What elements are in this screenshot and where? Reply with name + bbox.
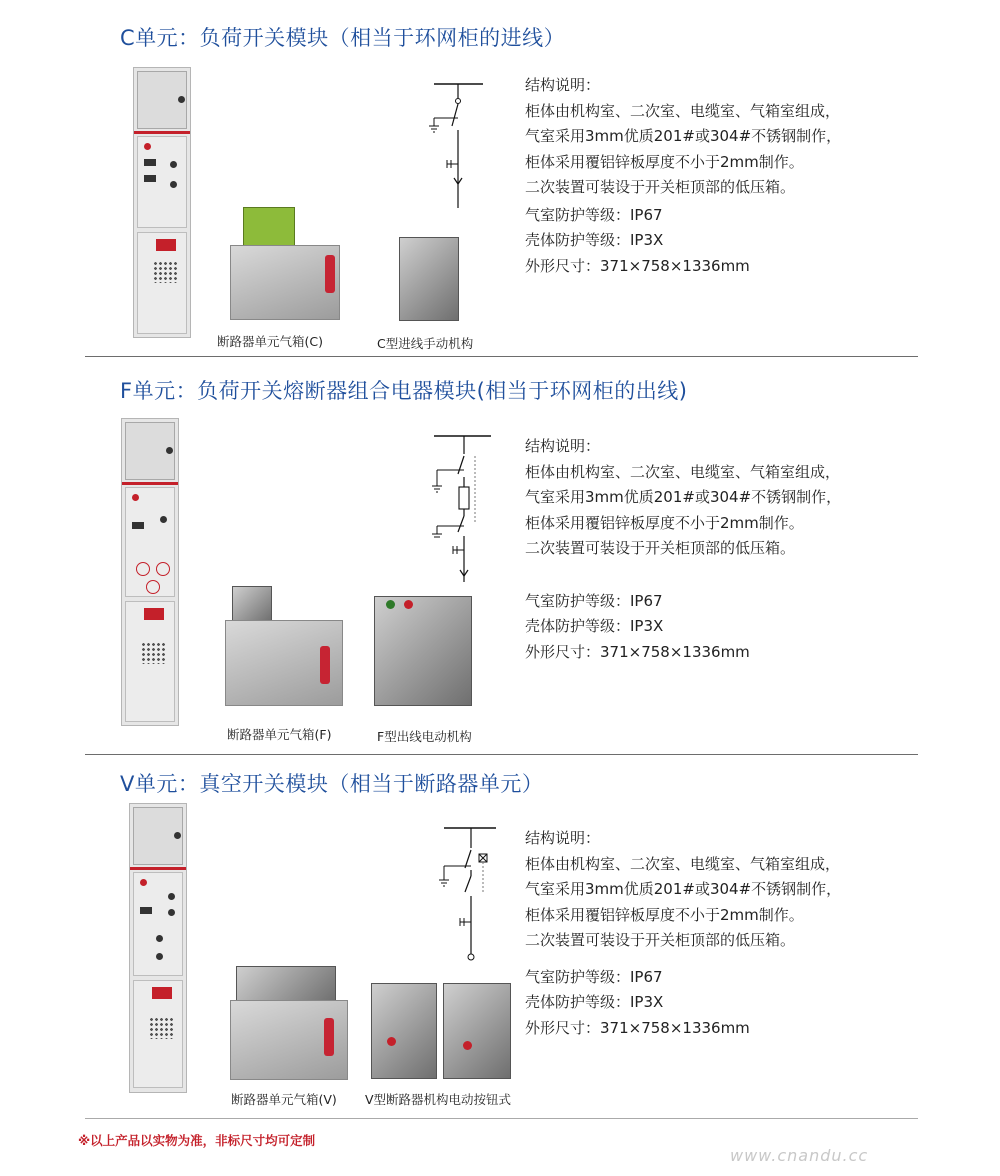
desc-f-line-7: 壳体防护等级：IP3X <box>525 617 664 635</box>
mechanism-photo-c <box>395 233 465 325</box>
gas-box-photo-v <box>228 966 353 1086</box>
mechanism-photo-v <box>367 977 517 1085</box>
mechanism-photo-f <box>368 590 478 712</box>
desc-c-line-4: 柜体采用覆铝锌板厚度不小于2mm制作。 <box>525 152 804 171</box>
single-line-diagram-v <box>428 824 498 964</box>
single-line-diagram-c <box>425 80 495 215</box>
section-divider-3 <box>85 1118 918 1119</box>
caption-gas-box-c: 断路器单元气箱(C) <box>217 334 323 349</box>
desc-c-line-8: 外形尺寸：371×758×1336mm <box>525 256 750 275</box>
desc-v-line-6: 气室防护等级：IP67 <box>525 967 663 986</box>
desc-c-line-7: 壳体防护等级：IP3X <box>525 231 664 249</box>
section-divider-1 <box>85 356 918 357</box>
desc-c-line-2: 柜体由机构室、二次室、电缆室、气箱室组成， <box>525 101 841 120</box>
desc-v-line-2: 柜体由机构室、二次室、电缆室、气箱室组成， <box>525 854 841 873</box>
gas-box-photo-f <box>222 586 350 716</box>
caption-mechanism-v: V型断路器机构电动按钮式 <box>365 1092 512 1107</box>
desc-v-line-3: 气室采用3mm优质201#或304#不锈钢制作， <box>525 880 842 898</box>
desc-c-line-1: 结构说明： <box>525 76 601 94</box>
desc-c-line-5: 二次装置可装设于开关柜顶部的低压箱。 <box>525 178 796 196</box>
section-divider-2 <box>85 754 918 755</box>
desc-v-line-5: 二次装置可装设于开关柜顶部的低压箱。 <box>525 931 796 949</box>
section-title-c: C单元：负荷开关模块（相当于环网柜的进线） <box>120 26 566 50</box>
single-line-diagram-f <box>425 432 495 587</box>
desc-f-line-8: 外形尺寸：371×758×1336mm <box>525 642 750 661</box>
caption-gas-box-v: 断路器单元气箱(V) <box>231 1092 337 1107</box>
watermark: www.cnandu.cc <box>730 1146 869 1165</box>
desc-f-line-5: 二次装置可装设于开关柜顶部的低压箱。 <box>525 539 796 557</box>
desc-c-line-3: 气室采用3mm优质201#或304#不锈钢制作， <box>525 127 842 145</box>
section-title-v: V单元：真空开关模块（相当于断路器单元） <box>120 772 544 796</box>
description-c <box>525 73 841 279</box>
desc-c-line-6: 气室防护等级：IP67 <box>525 205 663 224</box>
desc-f-line-3: 气室采用3mm优质201#或304#不锈钢制作， <box>525 488 842 506</box>
desc-f-line-2: 柜体由机构室、二次室、电缆室、气箱室组成， <box>525 462 841 481</box>
desc-v-line-4: 柜体采用覆铝锌板厚度不小于2mm制作。 <box>525 905 804 924</box>
description-f <box>525 434 841 665</box>
caption-gas-box-f: 断路器单元气箱(F) <box>227 727 332 742</box>
desc-f-line-6: 气室防护等级：IP67 <box>525 591 663 610</box>
caption-mechanism-c: C型进线手动机构 <box>377 336 474 351</box>
caption-mechanism-f: F型出线电动机构 <box>377 729 472 744</box>
cabinet-image-f <box>121 418 179 726</box>
desc-f-line-4: 柜体采用覆铝锌板厚度不小于2mm制作。 <box>525 513 804 532</box>
footnote: ※以上产品以实物为准，非标尺寸均可定制 <box>78 1133 316 1148</box>
desc-f-line-1: 结构说明： <box>525 437 601 455</box>
description-v <box>525 826 841 1041</box>
gas-box-photo-c <box>225 205 350 325</box>
desc-v-line-8: 外形尺寸：371×758×1336mm <box>525 1018 750 1037</box>
cabinet-image-v <box>129 803 187 1093</box>
desc-v-line-1: 结构说明： <box>525 829 601 847</box>
cabinet-image-c <box>133 67 191 338</box>
desc-v-line-7: 壳体防护等级：IP3X <box>525 993 664 1011</box>
section-title-f: F单元：负荷开关熔断器组合电器模块(相当于环网柜的出线) <box>120 379 688 403</box>
